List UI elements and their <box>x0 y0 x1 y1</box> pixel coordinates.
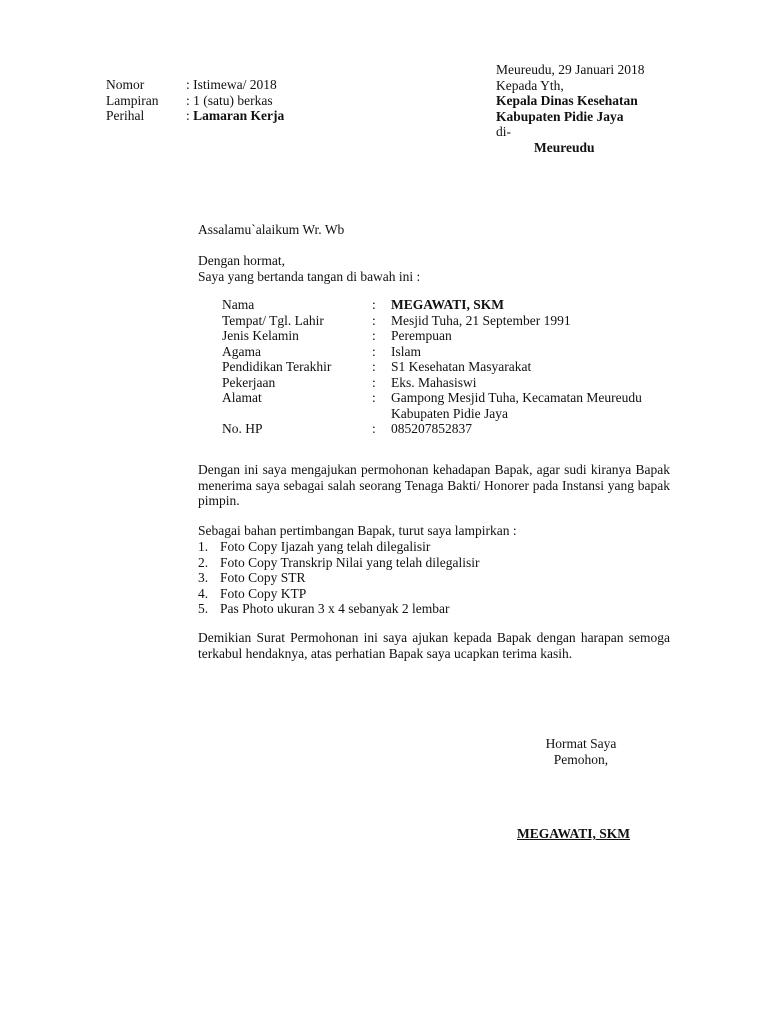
list-item <box>198 539 480 555</box>
list-item-text: Pas Photo ukuran 3 x 4 sebanyak 2 lembar <box>220 601 450 616</box>
biodata-colon: : <box>372 359 376 374</box>
biodata-table <box>222 297 691 437</box>
recipient-line2: Kabupaten Pidie Jaya <box>496 108 624 124</box>
biodata-colon: : <box>372 312 376 328</box>
address-line1: Gampong Mesjid Tuha, Kecamatan Meureudu <box>391 390 642 405</box>
list-item <box>198 570 480 586</box>
biodata-value: S1 Kesehatan Masyarakat <box>391 359 532 374</box>
biodata-colon: : <box>372 374 376 390</box>
list-item-number: 2. <box>198 554 209 570</box>
biodata-value: Perempuan <box>391 328 452 343</box>
biodata-value: 085207852837 <box>391 421 472 436</box>
meta-row-perihal <box>106 108 284 124</box>
biodata-value: Eks. Mahasiswi <box>391 374 477 390</box>
meta-row-lampiran <box>106 93 284 109</box>
biodata-colon: : <box>372 328 376 343</box>
list-item <box>198 586 480 602</box>
list-item-text: Foto Copy Ijazah yang telah dilegalisir <box>220 539 431 554</box>
biodata-colon: : <box>372 297 376 312</box>
biodata-colon: : <box>372 421 376 436</box>
biodata-label: Tempat/ Tgl. Lahir <box>222 312 324 328</box>
subject-value: Lamaran Kerja <box>193 108 285 123</box>
letter-meta <box>106 77 284 124</box>
biodata-label: Jenis Kelamin <box>222 328 299 343</box>
opening-line2: Saya yang bertanda tangan di bawah ini : <box>198 268 421 284</box>
salutation-to: Kepada Yth, <box>496 77 564 93</box>
biodata-row <box>222 344 691 360</box>
attachments-intro: Sebagai bahan pertimbangan Bapak, turut saya lampirkan : <box>198 523 517 538</box>
biodata-value: Islam <box>391 343 421 359</box>
list-item <box>198 555 480 571</box>
list-item-text: Foto Copy Transkrip Nilai yang telah dilegalisir <box>220 554 480 570</box>
meta-colon: : <box>186 108 194 123</box>
recipient-di: di- <box>496 124 511 139</box>
biodata-label: Nama <box>222 297 255 312</box>
closing-line2: Pemohon, <box>553 751 609 767</box>
biodata-row <box>222 297 691 313</box>
attachment-list <box>198 539 480 617</box>
meta-value: : 1 (satu) berkas <box>186 92 273 108</box>
paragraph-request: Dengan ini saya mengajukan permohonan kehadapan Bapak, agar sudi kiranya Bapak menerima saya sebagai salah seorang Tenaga Bakti/ Honorer pada Instansi yang bapak pimpin. <box>198 462 670 508</box>
biodata-colon: : <box>372 390 376 405</box>
place-date: Meureudu, 29 Januari 2018 <box>496 62 645 77</box>
biodata-label: Pendidikan Terakhir <box>222 359 332 374</box>
biodata-label: No. HP <box>222 421 263 436</box>
recipient-block <box>496 62 644 155</box>
greeting: Assalamu`alaikum Wr. Wb <box>198 222 345 237</box>
biodata-value-address <box>391 390 691 421</box>
closing-block <box>526 736 636 767</box>
meta-row-nomor <box>106 77 284 93</box>
list-item-number: 4. <box>198 585 209 601</box>
opening <box>198 253 420 284</box>
biodata-row <box>222 313 691 329</box>
list-item-number: 5. <box>198 601 209 616</box>
biodata-value: Mesjid Tuha, 21 September 1991 <box>391 312 571 328</box>
biodata-row <box>222 421 691 437</box>
address-line2: Kabupaten Pidie Jaya <box>391 405 508 421</box>
list-item <box>198 601 480 617</box>
meta-label: Nomor <box>106 77 145 92</box>
biodata-row <box>222 328 691 344</box>
list-item-number: 3. <box>198 570 209 585</box>
paragraph-closing: Demikian Surat Permohonan ini saya ajukan kepada Bapak dengan harapan semoga terkabul hendaknya, atas perhatian Bapak saya ucapkan terima kasih. <box>198 630 670 661</box>
meta-label: Lampiran <box>106 92 159 108</box>
biodata-label: Pekerjaan <box>222 374 276 390</box>
biodata-row <box>222 359 691 375</box>
biodata-label: Agama <box>222 343 261 359</box>
signer-name: MEGAWATI, SKM <box>517 826 631 841</box>
biodata-value: MEGAWATI, SKM <box>391 297 505 312</box>
closing-line1: Hormat Saya <box>545 736 617 751</box>
list-item-number: 1. <box>198 539 209 554</box>
opening-line1: Dengan hormat, <box>198 253 285 268</box>
biodata-row <box>222 375 691 391</box>
recipient-city: Meureudu <box>534 139 595 155</box>
recipient-line1: Kepala Dinas Kesehatan <box>496 93 638 108</box>
list-item-text: Foto Copy STR <box>220 570 306 585</box>
list-item-text: Foto Copy KTP <box>220 585 307 601</box>
biodata-colon: : <box>372 343 376 359</box>
biodata-row <box>222 390 691 421</box>
biodata-label: Alamat <box>222 390 262 405</box>
meta-label: Perihal <box>106 108 145 123</box>
meta-value: : Istimewa/ 2018 <box>186 77 277 92</box>
